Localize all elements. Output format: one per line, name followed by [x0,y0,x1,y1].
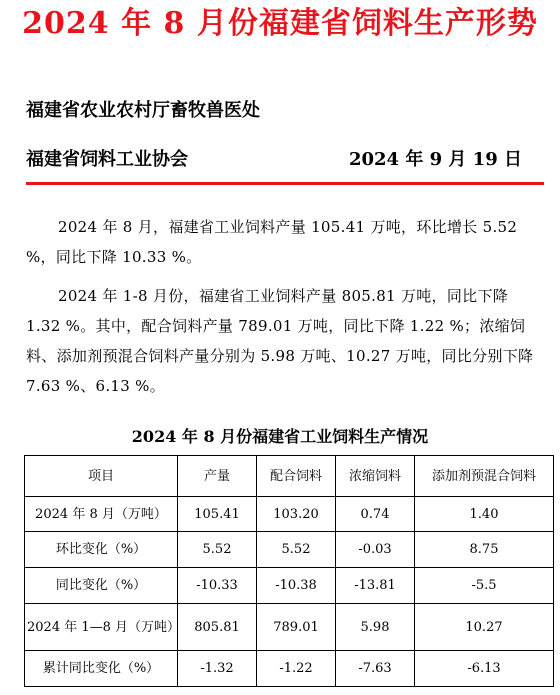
header-cell-item: 项目 [25,456,178,497]
table-row [25,532,554,568]
row-label: 2024 年 1—8 月（万吨） [25,604,178,651]
document-title: 2024 年 8 月份福建省饲料生产形势 [22,6,538,41]
table-cell: 105.41 [178,497,257,532]
table-cell: 103.20 [257,497,336,532]
table-cell: 5.52 [178,532,257,568]
issue-date: 2024 年 9 月 19 日 [348,149,522,170]
row-label: 累计同比变化（%） [25,651,178,687]
table-cell: -0.03 [336,532,415,568]
header-divider [26,182,544,185]
table-cell: 10.27 [415,604,554,651]
table-row [25,568,554,604]
table-cell: -10.33 [178,568,257,604]
table-title: 2024 年 8 月份福建省工业饲料生产情况 [131,427,429,446]
table-row [25,651,554,687]
table-row [25,497,554,532]
table-cell: 805.81 [178,604,257,651]
table-row [25,604,554,651]
row-label: 2024 年 8 月（万吨） [25,497,178,532]
header-cell-compound: 配合饲料 [257,456,336,497]
table-cell: -10.38 [257,568,336,604]
header-cell-output: 产量 [178,456,257,497]
paragraph-monthly: 2024 年 8 月，福建省工业饲料产量 105.41 万吨，环比增长 5.52 %，同比下降 10.33 %。 [26,218,518,266]
header-cell-premix: 添加剂预混合饲料 [415,456,554,497]
row-label: 环比变化（%） [25,532,178,568]
table-cell: -13.81 [336,568,415,604]
table-cell: 0.74 [336,497,415,532]
table-cell: -6.13 [415,651,554,687]
table-cell: -1.32 [178,651,257,687]
table-cell: 8.75 [415,532,554,568]
paragraph-cumulative: 2024 年 1-8 月份，福建省工业饲料产量 805.81 万吨，同比下降 1.32 %。其中，配合饲料产量 789.01 万吨，同比下降 1.22 %；浓缩饲料、添加剂预混合饲料产量分别为 5.98 万吨、10.27 万吨，同比分别下降 7.63 %、6.13 %。 [26,287,534,395]
table-cell: -1.22 [257,651,336,687]
table-cell: 1.40 [415,497,554,532]
production-table [24,455,554,687]
table-cell: -7.63 [336,651,415,687]
table-cell: -5.5 [415,568,554,604]
table-cell: 5.52 [257,532,336,568]
table-cell: 5.98 [336,604,415,651]
issuing-department: 福建省农业农村厅畜牧兽医处 [26,100,260,121]
issuing-association: 福建省饲料工业协会 [26,149,188,170]
row-label: 同比变化（%） [25,568,178,604]
table-header-row [25,456,554,497]
table-cell: 789.01 [257,604,336,651]
header-cell-concentrate: 浓缩饲料 [336,456,415,497]
